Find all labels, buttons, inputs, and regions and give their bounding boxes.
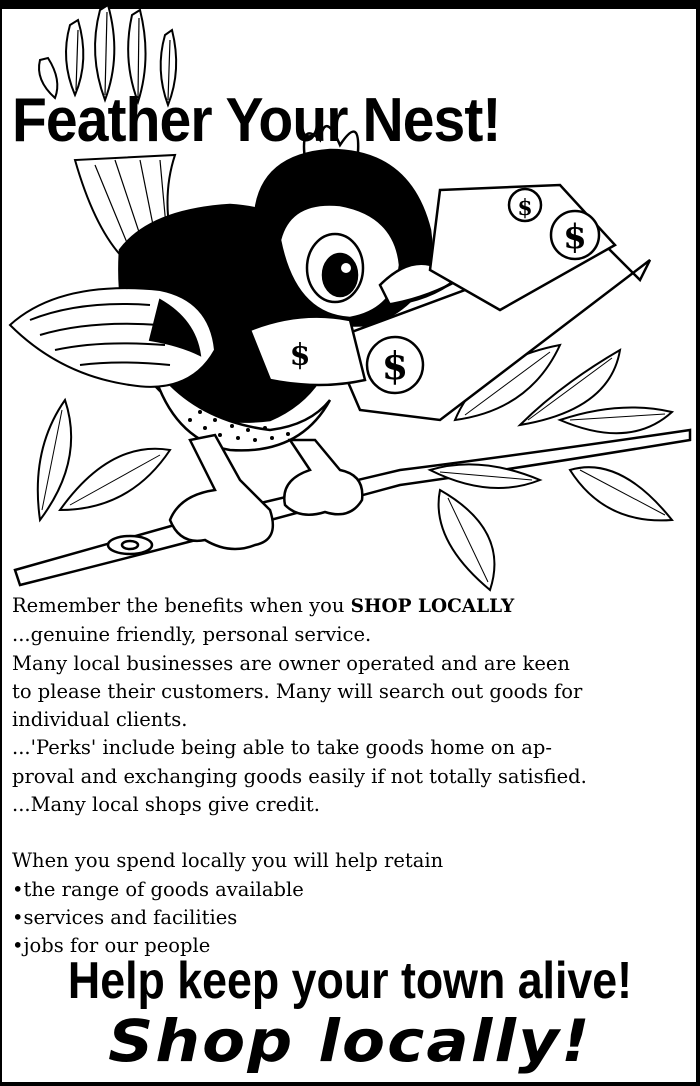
body-line: proval and exchanging goods easily if not totally satisfied. bbox=[12, 764, 587, 788]
body-line: ...Many local shops give credit. bbox=[12, 793, 320, 817]
emphasis-shop-locally: SHOP LOCALLY bbox=[350, 596, 515, 617]
body-line: Remember the benefits when you SHOP LOCALLY bbox=[12, 594, 515, 617]
bird-wing bbox=[10, 288, 215, 387]
retain-intro: When you spend locally you will help retain bbox=[12, 849, 444, 873]
bill-dollar-sign: $ bbox=[289, 338, 311, 373]
headline: Feather Your Nest! bbox=[12, 86, 501, 155]
bill-dollar-sign: $ bbox=[517, 195, 533, 221]
body-line: to please their customers. Many will search out goods for bbox=[12, 679, 583, 703]
call-to-action: Shop locally! bbox=[108, 1007, 592, 1075]
slogan: Help keep your town alive! bbox=[67, 952, 633, 1010]
bullet-item: •the range of goods available bbox=[12, 877, 304, 901]
bullet-item: •jobs for our people bbox=[12, 934, 211, 958]
bird-feet bbox=[170, 435, 362, 549]
bill-dollar-sign: $ bbox=[563, 217, 587, 257]
body-copy bbox=[12, 592, 687, 961]
bird-head bbox=[254, 126, 455, 325]
bill-dollar-sign: $ bbox=[381, 343, 409, 388]
body-line: Many local businesses are owner operated and are keen bbox=[12, 651, 570, 675]
body-line: ...genuine friendly, personal service. bbox=[12, 623, 372, 647]
body-line: individual clients. bbox=[12, 708, 188, 732]
body-line: ...'Perks' include being able to take goods home on ap- bbox=[12, 736, 552, 760]
bullet-item: •services and facilities bbox=[12, 905, 238, 929]
